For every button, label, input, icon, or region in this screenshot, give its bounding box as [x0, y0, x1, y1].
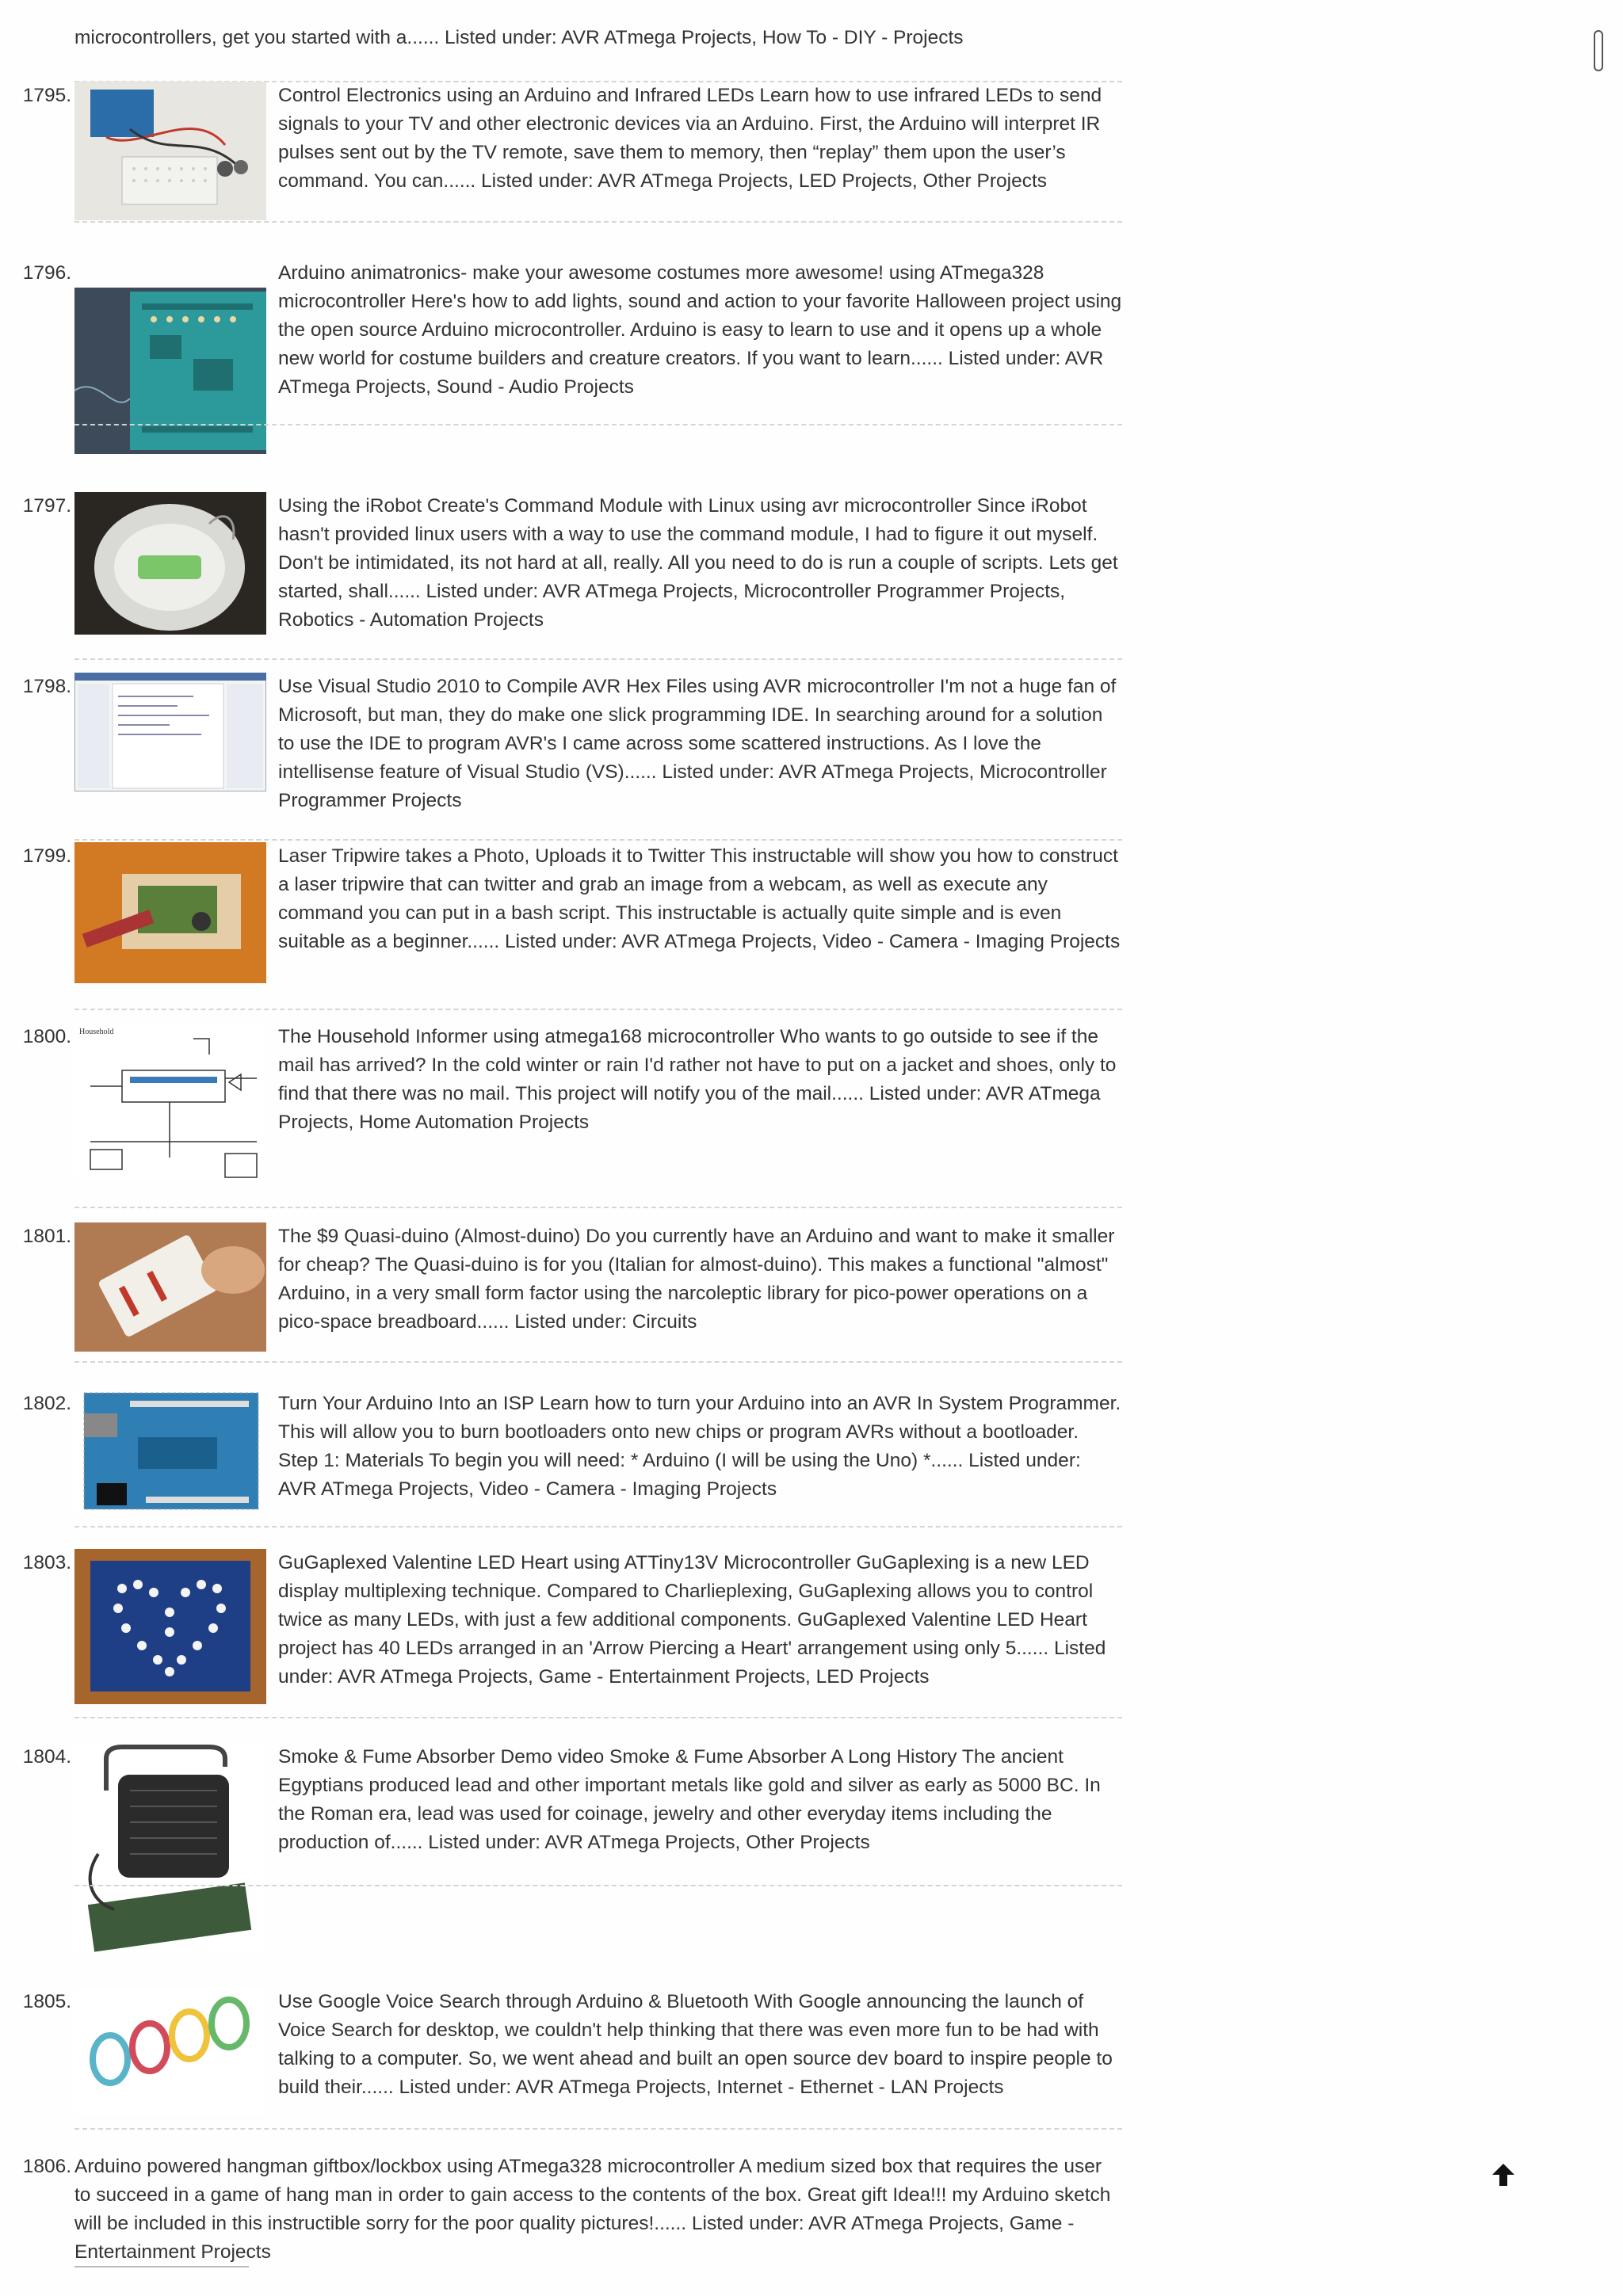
item-number: 1805.: [22, 1991, 71, 2012]
thumbnail-image[interactable]: [74, 1743, 266, 1952]
item-text[interactable]: Control Electronics using an Arduino and Infrared LEDs Learn how to use infrared LEDs to send signals to your TV and other electronic devices via an Arduino. First, the Arduino will interpret IR pulses sent out by the TV remote, save them to memory, then “replay” them upon the user’s command. You can...... Listed under: AVR ATmega Projects, LED Projects, Other Projects: [278, 85, 1102, 192]
item-text[interactable]: GuGaplexed Valentine LED Heart using ATTiny13V Microcontroller GuGaplexing is a new LED display multiplexing technique. Compared to Charlieplexing, GuGaplexing allows you to control twice as many LEDs, with just a few additional components. GuGaplexed Valentine LED Heart project has 40 LEDs arranged in an 'Arrow Piercing a Heart' arrangement using only 5...... Listed under: AVR ATmega Projects, Game - Entertainment Projects, LED Projects: [278, 1552, 1106, 1688]
item-text[interactable]: Turn Your Arduino Into an ISP Learn how to turn your Arduino into an AVR In System Programmer. This will allow you to burn bootloaders onto new chips or program AVRs without a bootloader. Step 1: Materials To begin you will need: * Arduino (I will be using the Uno) *...... Listed under: AVR ATmega Projects, Video - Camera - Imaging Projects: [278, 1393, 1121, 1500]
item-text[interactable]: Use Visual Studio 2010 to Compile AVR Hex Files using AVR microcontroller I'm not a huge fan of Microsoft, but man, they do make one slick programming IDE. In searching around for a solution to use the IDE to program AVR's I came across some scattered instructions. As I love the intellisense feature of Visual Studio (VS)...... Listed under: AVR ATmega Projects, Microcontroller Programmer Projects: [278, 676, 1117, 811]
thumbnail-spacer: [74, 288, 278, 454]
item-text[interactable]: The Household Informer using atmega168 microcontroller Who wants to go outside to see if the mail has arrived? In the cold winter or rain I'd rather not have to put on a jacket and shoes, only to find that there was no mail. This project will notify you of the mail...... Listed under: AVR ATmega Projects, Home Automation Projects: [278, 1026, 1117, 1133]
item-number: 1800.: [22, 1026, 71, 1047]
thumbnail-image[interactable]: [74, 1023, 266, 1181]
thumbnail-image[interactable]: [74, 492, 266, 635]
svg-text:Household: Household: [79, 1028, 114, 1036]
item-number: 1803.: [22, 1552, 71, 1573]
item-number: 1802.: [22, 1393, 71, 1414]
divider: [74, 2266, 249, 2267]
intro-text: microcontrollers, get you started with a...... Listed under: AVR ATmega Projects, How To - DIY - Projects: [74, 27, 964, 48]
divider: [74, 424, 1122, 425]
item-text[interactable]: Smoke & Fume Absorber Demo video Smoke & Fume Absorber A Long History The ancient Egyptians produced lead and other important metals like gold and silver as early as 5000 BC. In the Roman era, lead was used for coinage, jewelry and other everyday items including the production of...... Listed under: AVR ATmega Projects, Other Projects: [278, 1746, 1101, 1853]
thumbnail-image[interactable]: [74, 842, 266, 983]
scrollbar[interactable]: [1594, 30, 1603, 71]
item-number: 1798.: [22, 676, 71, 697]
divider: [74, 221, 1122, 223]
thumbnail-image[interactable]: [74, 1549, 266, 1704]
divider: [74, 1361, 1122, 1363]
thumbnail-image[interactable]: [74, 1222, 266, 1352]
item-text[interactable]: Arduino animatronics- make your awesome costumes more awesome! using ATmega328 microcontroller Here's how to add lights, sound and action to your favorite Halloween project using the open source Arduino microcontroller. Arduino is easy to learn to use and it opens up a whole new world for costume builders and creature creators. If you want to learn...... Listed under: AVR ATmega Projects, Sound - Audio Projects: [74, 259, 1122, 454]
item-text[interactable]: Arduino powered hangman giftbox/lockbox using ATmega328 microcontroller A medium sized box that requires the user to succeed in a game of hang man in order to gain access to the contents of the box. Great gift Idea!!! my Arduino sketch will be included in this instructible sorry for the poor quality pictures!...... Listed under: AVR ATmega Projects, Game - Entertainment Projects: [74, 2156, 1111, 2263]
thumbnail-image[interactable]: [74, 1988, 266, 2115]
divider: [74, 1885, 1122, 1886]
item-text[interactable]: The $9 Quasi-duino (Almost-duino) Do you currently have an Arduino and want to make it smaller for cheap? The Quasi-duino is for you (Italian for almost-duino). This makes a functional "almost" Arduino, in a very small form factor using the narcoleptic library for pico-power operations on a pico-space breadboard...... Listed under: Circuits: [278, 1226, 1115, 1333]
item-text[interactable]: Use Google Voice Search through Arduino & Bluetooth With Google announcing the launch of Voice Search for desktop, we couldn't help thinking that there was even more fun to be had with talking to a computer. So, we went ahead and built an open source dev board to inspire people to build their...... Listed under: AVR ATmega Projects, Internet - Ethernet - LAN Projects: [278, 1991, 1113, 2098]
item-number: 1797.: [22, 495, 71, 517]
item-text[interactable]: Laser Tripwire takes a Photo, Uploads it to Twitter This instructable will show you how to construct a laser tripwire that can twitter and grab an image from a webcam, as well as execute any command you can put in a bash script. This instructable is actually quite simple and is even suitable as a beginner...... Listed under: AVR ATmega Projects, Video - Camera - Imaging Projects: [278, 845, 1121, 952]
divider: [74, 2128, 1122, 2130]
divider: [74, 839, 1122, 841]
item-text[interactable]: Using the iRobot Create's Command Module with Linux using avr microcontroller Since iRobot hasn't provided linux users with a way to use the command module, I had to figure it out myself. Don't be intimidated, its not hard at all, really. All you need to do is run a couple of scripts. Lets get started, shall...... Listed under: AVR ATmega Projects, Microcontroller Programmer Projects, Robotics - Automation Projects: [278, 495, 1118, 631]
item-number: 1795.: [22, 85, 71, 106]
item-number: 1799.: [22, 845, 71, 867]
arrow-up-icon: [1490, 2161, 1517, 2188]
item-number: 1804.: [22, 1746, 71, 1768]
thumbnail-image[interactable]: [74, 1390, 266, 1512]
divider: [74, 1009, 1122, 1010]
item-number: 1801.: [22, 1226, 71, 1247]
item-number: 1796.: [22, 262, 71, 284]
item-number: 1806.: [22, 2156, 71, 2177]
divider: [74, 1526, 1122, 1527]
divider: [74, 658, 1122, 660]
divider: [74, 1717, 1122, 1718]
thumbnail-image[interactable]: [74, 673, 266, 791]
thumbnail-image[interactable]: [74, 82, 266, 220]
divider: [74, 1207, 1122, 1208]
back-to-top-button[interactable]: [1490, 2161, 1517, 2188]
